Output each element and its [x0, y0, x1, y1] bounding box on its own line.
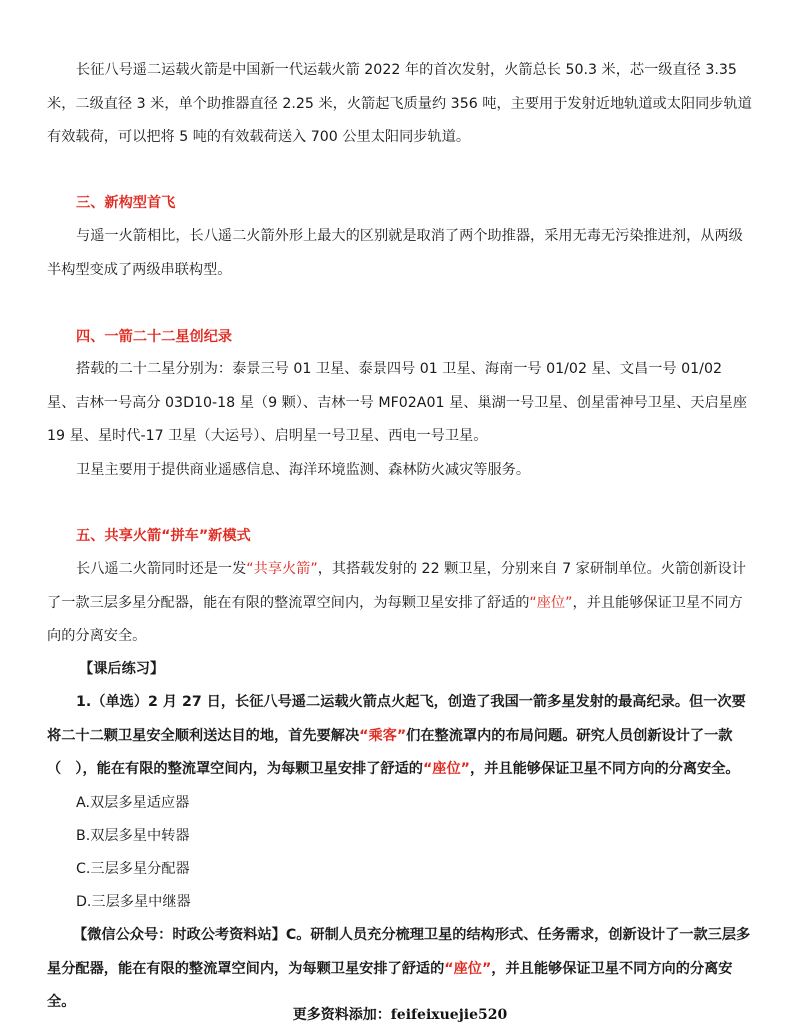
option-c: C.三层多星分配器	[76, 861, 190, 877]
exercise-title: 【课后练习】	[79, 661, 165, 677]
paragraph-satellite-usage: 卫星主要用于提供商业遥感信息、海洋环境监测、森林防火减灾等服务。	[76, 462, 531, 478]
shared-rocket-text-a: 长八遥二火箭同时还是一发	[76, 561, 247, 577]
paragraph-satellite-list: 搭载的二十二星分别为：泰景三号 01 卫星、泰景四号 01 卫星、海南一号 01/02 星、文昌一号 01/02 星、吉林一号高分 03D10-18 星（9 颗）、吉林一号 MF02A01 星、巢湖一号卫星、创星雷神号卫星、天启星座 19 星、星时代-17 卫星（大运号）、启明星一号卫星、西电一号卫星。	[47, 361, 748, 444]
question-seat-highlight: “座位”	[422, 761, 470, 777]
paragraph-new-configuration: 与遥一火箭相比，长八遥二火箭外形上最大的区别就是取消了两个助推器，采用无毒无污染推进剂，从两级半构型变成了两级串联构型。	[47, 228, 743, 278]
answer-seat-highlight: “座位”	[444, 960, 492, 977]
question-text-a: 1.（单选）2 月 27 日，长征八号遥二运载火箭点火起飞，创造了我国一箭多星发射的最高纪录。但一次要将二十二颗卫星安全顺利送达目的地，首先要解决	[47, 694, 746, 744]
question-text-c: 们在整流罩内的布局问题。研究人员创新设计了一款（ ），能在有限的整流罩空间内，为每颗卫星安排了舒适的	[47, 727, 733, 777]
paragraph-rocket-intro: 长征八号遥二运载火箭是中国新一代运载火箭 2022 年的首次发射，火箭总长 50.3 米，芯一级直径 3.35 米，二级直径 3 米，单个助推器直径 2.25 米，火箭起飞质量约 356 吨，主要用于发射近地轨道或太阳同步轨道有效载荷，可以把将 5 吨的有效载荷送入 700 公里太阳同步轨道。	[47, 62, 752, 145]
answer-text-a: 【微信公众号：时政公考资料站】C。研制人员充分梳理卫星的结构形式、任务需求，创新设计了一款三层多星分配器，能在有限的整流罩空间内，为每颗卫星安排了舒适的	[47, 927, 751, 977]
passenger-highlight: “乘客”	[359, 727, 407, 744]
shared-rocket-text-c: ，其搭载发射的 22 颗卫星，分别来自 7 家研制单位。火箭创新设计了一款三层多星分配器，能在有限的整流罩空间内，为每颗卫星安排了舒适的	[47, 561, 746, 611]
footer-contact: 更多资料添加：feifeixuejie520	[292, 1007, 508, 1023]
paragraph-shared-rocket	[47, 553, 753, 654]
section-heading-3: 三、新构型首飞	[76, 195, 176, 211]
option-d: D.三层多星中继器	[76, 894, 191, 910]
section-heading-4: 四、一箭二十二星创纪录	[76, 329, 233, 345]
question-stem	[47, 686, 753, 787]
answer-text-c: ，并且能够保证卫星不同方向的分离安全。	[47, 960, 733, 1010]
question-text-e: ，并且能够保证卫星不同方向的分离安全。	[470, 761, 740, 777]
shared-rocket-highlight: “共享火箭”	[246, 561, 318, 577]
seat-highlight: “座位”	[529, 594, 573, 611]
section-heading-5: 五、共享火箭“拼车”新模式	[76, 528, 251, 544]
shared-rocket-text-e: ，并且能够保证卫星不同方向的分离安全。	[47, 594, 743, 644]
option-b: B.双层多星中转器	[76, 828, 190, 844]
option-a: A.双层多星适应器	[76, 795, 190, 811]
